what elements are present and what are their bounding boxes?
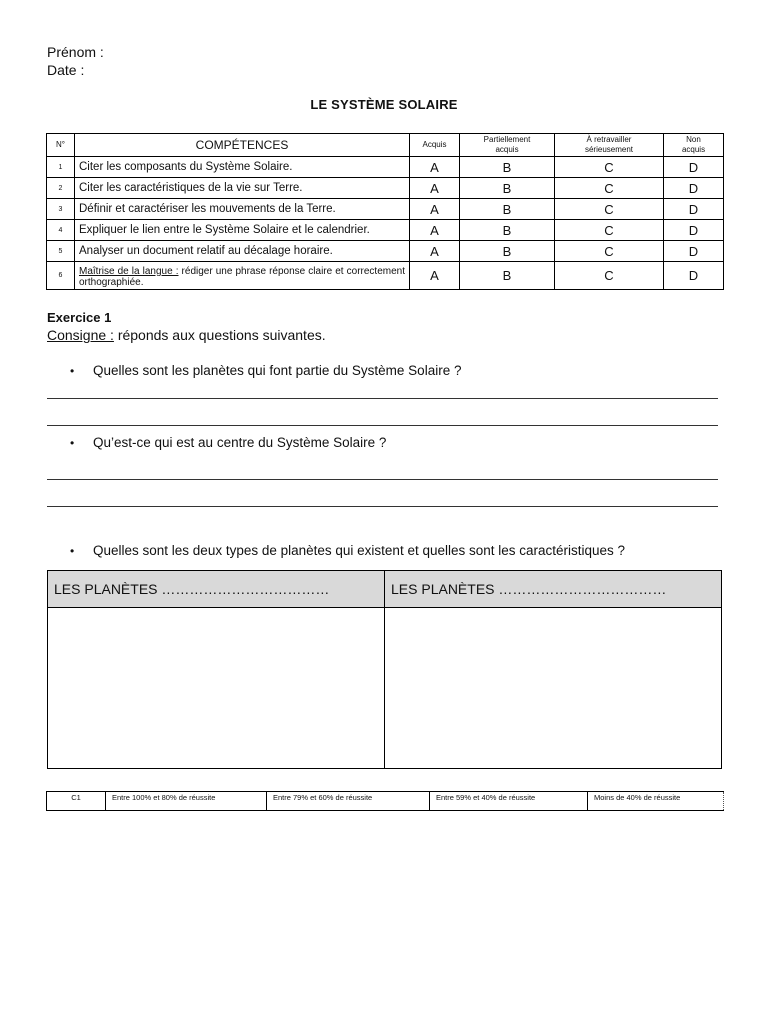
grade-b[interactable]: B bbox=[460, 178, 555, 199]
grade-d[interactable]: D bbox=[664, 178, 724, 199]
table-row bbox=[47, 178, 724, 199]
grade-d[interactable]: D bbox=[664, 220, 724, 241]
bullet-icon: • bbox=[70, 364, 75, 378]
header-non-l2: acquis bbox=[681, 145, 706, 154]
prenom-label: Prénom : bbox=[47, 44, 104, 60]
scale-table bbox=[46, 791, 724, 811]
row-num: 1 bbox=[47, 157, 75, 178]
header-acquis: Acquis bbox=[410, 134, 460, 157]
grade-d[interactable]: D bbox=[664, 199, 724, 220]
table-row bbox=[47, 262, 724, 290]
bullet-icon: • bbox=[70, 436, 75, 450]
grade-a[interactable]: A bbox=[410, 241, 460, 262]
answer-line[interactable] bbox=[47, 425, 718, 426]
exercise-title: Exercice 1 bbox=[47, 310, 112, 325]
grade-c[interactable]: C bbox=[555, 199, 664, 220]
grade-c[interactable]: C bbox=[555, 178, 664, 199]
header-competences: COMPÉTENCES bbox=[75, 134, 410, 157]
table-row bbox=[47, 157, 724, 178]
question-3 bbox=[70, 543, 625, 558]
consigne-label: Consigne : bbox=[47, 327, 114, 343]
scale-level-2[interactable]: Entre 79% et 60% de réussite bbox=[267, 792, 430, 811]
row-num: 2 bbox=[47, 178, 75, 199]
header-partiellement-l1: Partiellement bbox=[483, 135, 531, 144]
row-label-rest: rédiger une phrase réponse claire et correctement orthographiée. bbox=[79, 265, 405, 288]
grade-a[interactable]: A bbox=[410, 178, 460, 199]
consigne bbox=[47, 327, 326, 343]
row-label: Citer les caractéristiques de la vie sur Terre. bbox=[75, 178, 410, 199]
scale-level-3[interactable]: Entre 59% et 40% de réussite bbox=[430, 792, 588, 811]
header-retravailler bbox=[555, 134, 664, 157]
answer-line[interactable] bbox=[47, 506, 718, 507]
row-num: 6 bbox=[47, 262, 75, 290]
planets-col-2-header: LES PLANÈTES ……………………………… bbox=[385, 571, 722, 608]
row-label: Définir et caractériser les mouvements de la Terre. bbox=[75, 199, 410, 220]
row-label: Expliquer le lien entre le Système Solaire et le calendrier. bbox=[75, 220, 410, 241]
row-label bbox=[75, 262, 410, 290]
answer-line[interactable] bbox=[47, 398, 718, 399]
grade-b[interactable]: B bbox=[460, 199, 555, 220]
header-retravailler-l2: sérieusement bbox=[584, 145, 634, 154]
competences-header-row bbox=[47, 134, 724, 157]
question-text: Qu’est-ce qui est au centre du Système Solaire ? bbox=[93, 435, 387, 450]
grade-b[interactable]: B bbox=[460, 241, 555, 262]
planets-col-1-header: LES PLANÈTES ……………………………… bbox=[48, 571, 385, 608]
question-text: Quelles sont les planètes qui font partie du Système Solaire ? bbox=[93, 363, 462, 378]
row-label: Analyser un document relatif au décalage horaire. bbox=[75, 241, 410, 262]
grade-b[interactable]: B bbox=[460, 262, 555, 290]
grade-d[interactable]: D bbox=[664, 262, 724, 290]
competences-table bbox=[46, 133, 724, 290]
table-row bbox=[47, 199, 724, 220]
question-text: Quelles sont les deux types de planètes qui existent et quelles sont les caractéristiques ? bbox=[93, 543, 626, 558]
row-num: 5 bbox=[47, 241, 75, 262]
grade-c[interactable]: C bbox=[555, 241, 664, 262]
grade-b[interactable]: B bbox=[460, 157, 555, 178]
header-partiellement bbox=[460, 134, 555, 157]
header-non-l1: Non bbox=[686, 135, 701, 144]
planets-table bbox=[47, 570, 722, 769]
planets-col-1-answer[interactable] bbox=[48, 608, 385, 769]
planets-col-2-answer[interactable] bbox=[385, 608, 722, 769]
grade-c[interactable]: C bbox=[555, 220, 664, 241]
grade-c[interactable]: C bbox=[555, 157, 664, 178]
bullet-icon: • bbox=[70, 544, 75, 558]
grade-c[interactable]: C bbox=[555, 262, 664, 290]
grade-a[interactable]: A bbox=[410, 199, 460, 220]
row-label: Citer les composants du Système Solaire. bbox=[75, 157, 410, 178]
question-2 bbox=[70, 435, 386, 450]
consigne-text: réponds aux questions suivantes. bbox=[113, 327, 326, 343]
scale-level-4[interactable]: Moins de 40% de réussite bbox=[588, 792, 724, 811]
row-num: 4 bbox=[47, 220, 75, 241]
grade-a[interactable]: A bbox=[410, 157, 460, 178]
table-row bbox=[47, 241, 724, 262]
header-partiellement-l2: acquis bbox=[495, 145, 519, 154]
question-1 bbox=[70, 363, 461, 378]
page-title: LE SYSTÈME SOLAIRE bbox=[310, 97, 458, 112]
date-label: Date : bbox=[47, 62, 85, 78]
row-num: 3 bbox=[47, 199, 75, 220]
scale-code: C1 bbox=[47, 792, 106, 811]
scale-level-1[interactable]: Entre 100% et 80% de réussite bbox=[106, 792, 267, 811]
row-label-underlined: Maîtrise de la langue : bbox=[79, 265, 179, 277]
table-row bbox=[47, 220, 724, 241]
grade-a[interactable]: A bbox=[410, 262, 460, 290]
grade-d[interactable]: D bbox=[664, 157, 724, 178]
header-non-acquis bbox=[664, 134, 724, 157]
answer-line[interactable] bbox=[47, 479, 718, 480]
grade-a[interactable]: A bbox=[410, 220, 460, 241]
header-num: N° bbox=[47, 134, 75, 157]
header-retravailler-l1: À retravailler bbox=[586, 135, 632, 144]
grade-d[interactable]: D bbox=[664, 241, 724, 262]
grade-b[interactable]: B bbox=[460, 220, 555, 241]
